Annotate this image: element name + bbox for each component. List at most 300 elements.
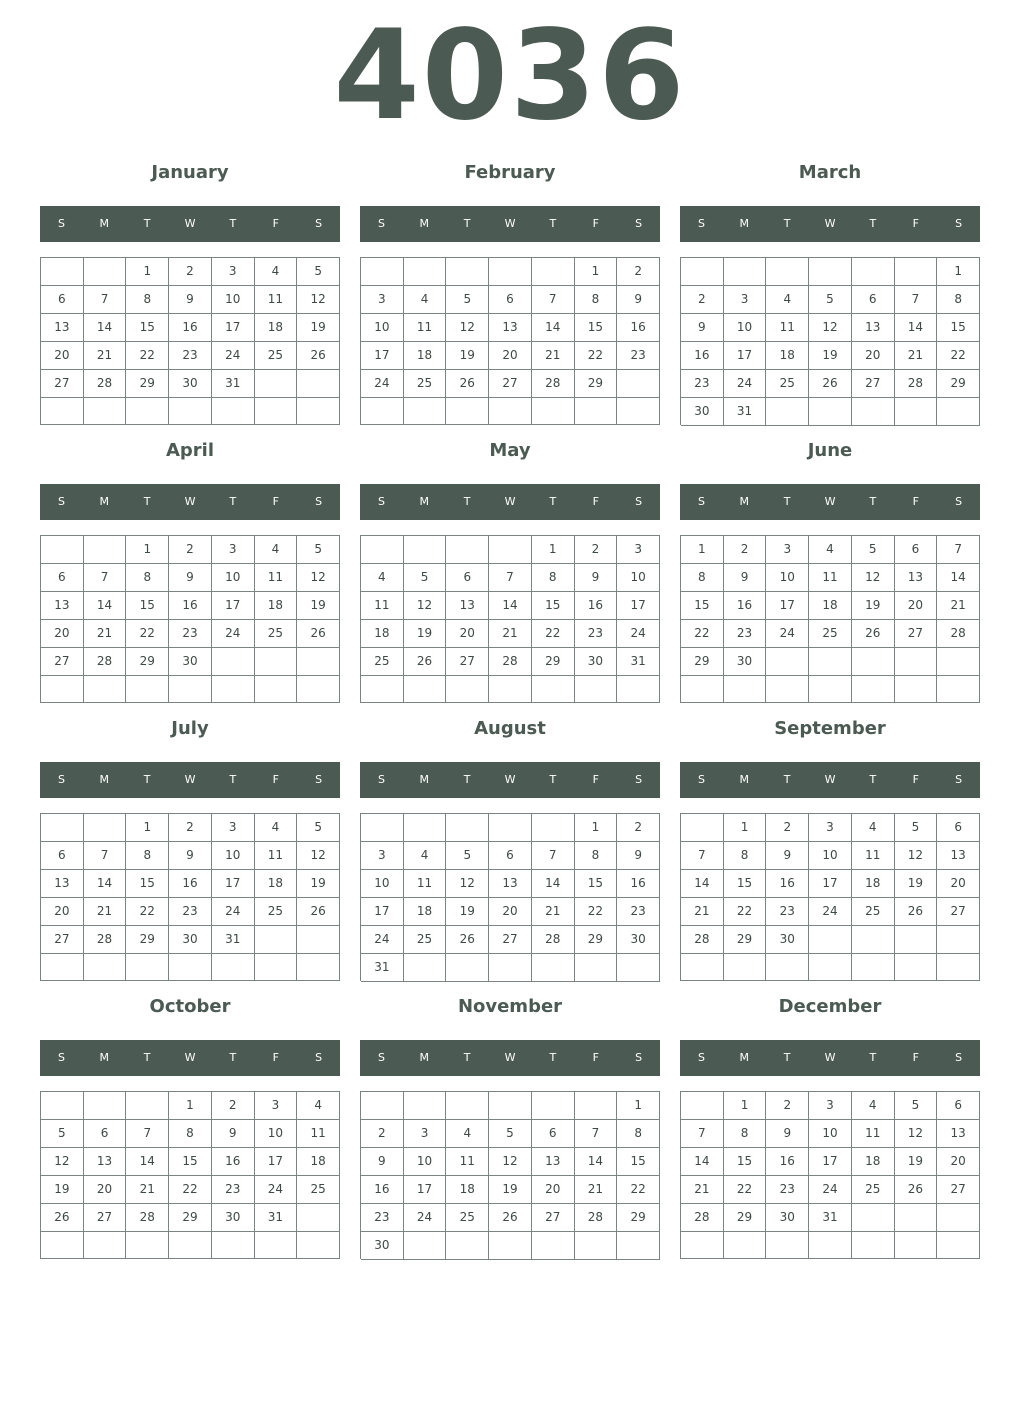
day-cell: 19: [297, 870, 340, 898]
day-cell: 1: [575, 814, 618, 842]
day-cell: 9: [169, 564, 212, 592]
empty-cell: [255, 398, 298, 425]
empty-cell: [255, 1232, 298, 1259]
month-october: [40, 994, 340, 1264]
weekday-label: T: [869, 495, 877, 508]
weekday-label: M: [739, 217, 750, 230]
year-title: 4036: [333, 4, 687, 148]
day-cell: 18: [809, 592, 852, 620]
empty-cell: [852, 676, 895, 703]
month-february: [360, 160, 660, 430]
weekday-label: S: [315, 773, 323, 786]
weekday-label: T: [229, 495, 237, 508]
day-cell: 23: [169, 620, 212, 648]
weekday-header: [680, 206, 980, 242]
day-cell: 19: [446, 342, 489, 370]
day-cell: 23: [681, 370, 724, 398]
day-cell: 19: [852, 592, 895, 620]
day-cell: 24: [617, 620, 660, 648]
day-cell: 12: [404, 592, 447, 620]
empty-cell: [212, 648, 255, 676]
day-cell: 6: [852, 286, 895, 314]
day-cell: 23: [766, 898, 809, 926]
weekday-header: [40, 206, 340, 242]
day-cell: 16: [766, 1148, 809, 1176]
empty-cell: [532, 814, 575, 842]
day-cell: 25: [255, 898, 298, 926]
day-cell: 9: [617, 286, 660, 314]
day-cell: 30: [766, 1204, 809, 1232]
empty-cell: [361, 1092, 404, 1120]
day-cell: 6: [41, 842, 84, 870]
day-cell: 30: [681, 398, 724, 426]
empty-cell: [84, 676, 127, 703]
day-cell: 2: [766, 814, 809, 842]
day-cell: 3: [617, 536, 660, 564]
day-cell: 26: [895, 1176, 938, 1204]
day-cell: 30: [361, 1232, 404, 1260]
day-cell: 8: [575, 286, 618, 314]
day-cell: 21: [681, 898, 724, 926]
day-cell: 10: [766, 564, 809, 592]
day-cell: 13: [489, 870, 532, 898]
day-cell: 1: [126, 258, 169, 286]
empty-cell: [489, 536, 532, 564]
day-cell: 25: [404, 370, 447, 398]
day-cell: 31: [361, 954, 404, 982]
day-cell: 9: [212, 1120, 255, 1148]
day-cell: 28: [84, 370, 127, 398]
day-cell: 10: [361, 314, 404, 342]
day-cell: 17: [404, 1176, 447, 1204]
empty-cell: [724, 1232, 767, 1259]
empty-cell: [255, 370, 298, 398]
day-cell: 21: [575, 1176, 618, 1204]
empty-cell: [724, 676, 767, 703]
day-cell: 6: [532, 1120, 575, 1148]
day-cell: 26: [446, 370, 489, 398]
day-cell: 4: [404, 286, 447, 314]
day-grid: [40, 813, 340, 981]
day-cell: 8: [532, 564, 575, 592]
day-cell: 23: [617, 898, 660, 926]
day-cell: 29: [724, 1204, 767, 1232]
day-cell: 28: [575, 1204, 618, 1232]
day-cell: 24: [255, 1176, 298, 1204]
day-cell: 3: [212, 814, 255, 842]
empty-cell: [575, 1092, 618, 1120]
day-grid: [680, 813, 980, 981]
day-cell: 14: [937, 564, 980, 592]
day-cell: 26: [41, 1204, 84, 1232]
empty-cell: [489, 676, 532, 703]
day-cell: 4: [361, 564, 404, 592]
day-cell: 11: [446, 1148, 489, 1176]
day-cell: 27: [489, 370, 532, 398]
day-cell: 5: [446, 286, 489, 314]
empty-cell: [297, 676, 340, 703]
day-cell: 25: [255, 620, 298, 648]
day-grid: [360, 813, 660, 981]
day-cell: 1: [126, 536, 169, 564]
day-cell: 2: [724, 536, 767, 564]
day-cell: 9: [575, 564, 618, 592]
empty-cell: [41, 536, 84, 564]
day-cell: 21: [489, 620, 532, 648]
empty-cell: [446, 814, 489, 842]
day-cell: 18: [361, 620, 404, 648]
weekday-label: M: [739, 495, 750, 508]
day-cell: 16: [169, 870, 212, 898]
empty-cell: [212, 1232, 255, 1259]
day-cell: 7: [489, 564, 532, 592]
day-cell: 28: [532, 926, 575, 954]
day-cell: 14: [895, 314, 938, 342]
day-cell: 17: [212, 592, 255, 620]
day-cell: 31: [809, 1204, 852, 1232]
empty-cell: [84, 954, 127, 981]
weekday-label: F: [912, 773, 919, 786]
day-cell: 5: [297, 536, 340, 564]
empty-cell: [489, 1092, 532, 1120]
weekday-label: T: [549, 217, 557, 230]
empty-cell: [361, 536, 404, 564]
day-cell: 13: [41, 314, 84, 342]
day-grid: [360, 257, 660, 425]
empty-cell: [766, 258, 809, 286]
day-grid: [680, 1091, 980, 1259]
day-cell: 14: [575, 1148, 618, 1176]
day-cell: 11: [809, 564, 852, 592]
day-cell: 4: [255, 258, 298, 286]
empty-cell: [724, 258, 767, 286]
empty-cell: [169, 1232, 212, 1259]
day-cell: 30: [169, 648, 212, 676]
day-cell: 8: [575, 842, 618, 870]
day-cell: 16: [681, 342, 724, 370]
empty-cell: [532, 258, 575, 286]
day-cell: 13: [41, 870, 84, 898]
empty-cell: [766, 1232, 809, 1259]
day-cell: 20: [84, 1176, 127, 1204]
day-cell: 6: [489, 286, 532, 314]
day-cell: 17: [361, 342, 404, 370]
empty-cell: [895, 398, 938, 426]
empty-cell: [126, 954, 169, 981]
day-cell: 22: [126, 620, 169, 648]
weekday-label: T: [143, 495, 151, 508]
day-cell: 5: [895, 814, 938, 842]
day-cell: 18: [404, 898, 447, 926]
month-title: October: [149, 996, 231, 1017]
day-cell: 18: [297, 1148, 340, 1176]
day-cell: 8: [724, 1120, 767, 1148]
empty-cell: [404, 536, 447, 564]
month-april: [40, 438, 340, 708]
empty-cell: [169, 676, 212, 703]
day-cell: 8: [617, 1120, 660, 1148]
day-cell: 19: [41, 1176, 84, 1204]
empty-cell: [937, 926, 980, 954]
day-cell: 30: [169, 926, 212, 954]
day-cell: 6: [937, 814, 980, 842]
day-cell: 16: [212, 1148, 255, 1176]
day-cell: 28: [937, 620, 980, 648]
day-cell: 8: [126, 286, 169, 314]
weekday-label: F: [272, 217, 279, 230]
empty-cell: [766, 954, 809, 981]
day-cell: 21: [532, 898, 575, 926]
day-cell: 7: [126, 1120, 169, 1148]
month-december: [680, 994, 980, 1264]
empty-cell: [489, 814, 532, 842]
weekday-label: S: [635, 1051, 643, 1064]
day-cell: 1: [575, 258, 618, 286]
empty-cell: [489, 398, 532, 425]
day-cell: 14: [532, 870, 575, 898]
day-cell: 23: [575, 620, 618, 648]
day-cell: 27: [41, 648, 84, 676]
day-cell: 30: [617, 926, 660, 954]
empty-cell: [41, 954, 84, 981]
day-cell: 5: [297, 814, 340, 842]
day-cell: 16: [169, 314, 212, 342]
day-cell: 18: [446, 1176, 489, 1204]
day-cell: 22: [575, 898, 618, 926]
day-cell: 22: [724, 1176, 767, 1204]
empty-cell: [297, 1232, 340, 1259]
day-cell: 28: [681, 926, 724, 954]
day-cell: 5: [297, 258, 340, 286]
day-cell: 16: [766, 870, 809, 898]
weekday-label: S: [697, 495, 705, 508]
day-cell: 26: [895, 898, 938, 926]
day-cell: 5: [809, 286, 852, 314]
weekday-label: T: [869, 217, 877, 230]
day-cell: 8: [937, 286, 980, 314]
day-cell: 29: [575, 370, 618, 398]
day-cell: 19: [489, 1176, 532, 1204]
day-cell: 10: [255, 1120, 298, 1148]
day-cell: 26: [489, 1204, 532, 1232]
day-cell: 2: [169, 814, 212, 842]
empty-cell: [681, 676, 724, 703]
weekday-label: S: [315, 495, 323, 508]
day-cell: 23: [212, 1176, 255, 1204]
empty-cell: [895, 676, 938, 703]
day-cell: 11: [361, 592, 404, 620]
day-cell: 25: [255, 342, 298, 370]
day-cell: 30: [575, 648, 618, 676]
weekday-label: T: [229, 1051, 237, 1064]
day-cell: 11: [404, 870, 447, 898]
day-cell: 4: [852, 814, 895, 842]
day-cell: 19: [895, 870, 938, 898]
day-cell: 15: [126, 592, 169, 620]
day-cell: 12: [895, 1120, 938, 1148]
weekday-header: [40, 484, 340, 520]
weekday-header: [360, 762, 660, 798]
day-cell: 20: [489, 898, 532, 926]
weekday-label: T: [143, 1051, 151, 1064]
weekday-label: F: [912, 1051, 919, 1064]
day-cell: 7: [84, 564, 127, 592]
day-cell: 25: [404, 926, 447, 954]
day-cell: 17: [212, 870, 255, 898]
day-cell: 28: [681, 1204, 724, 1232]
day-cell: 27: [446, 648, 489, 676]
empty-cell: [212, 954, 255, 981]
day-cell: 4: [809, 536, 852, 564]
empty-cell: [255, 648, 298, 676]
day-cell: 16: [169, 592, 212, 620]
day-grid: [40, 535, 340, 703]
day-cell: 5: [41, 1120, 84, 1148]
day-cell: 25: [766, 370, 809, 398]
day-cell: 2: [617, 814, 660, 842]
day-grid: [680, 257, 980, 425]
day-cell: 15: [532, 592, 575, 620]
day-cell: 17: [809, 870, 852, 898]
month-title: January: [151, 162, 229, 183]
empty-cell: [41, 1092, 84, 1120]
day-cell: 18: [404, 342, 447, 370]
day-cell: 29: [126, 370, 169, 398]
weekday-label: W: [184, 495, 196, 508]
empty-cell: [766, 676, 809, 703]
empty-cell: [446, 1092, 489, 1120]
day-cell: 15: [617, 1148, 660, 1176]
day-cell: 27: [84, 1204, 127, 1232]
day-cell: 20: [446, 620, 489, 648]
day-cell: 21: [937, 592, 980, 620]
day-cell: 14: [84, 870, 127, 898]
day-cell: 10: [404, 1148, 447, 1176]
day-cell: 18: [766, 342, 809, 370]
day-cell: 10: [361, 870, 404, 898]
day-cell: 15: [575, 314, 618, 342]
day-cell: 29: [681, 648, 724, 676]
day-cell: 22: [169, 1176, 212, 1204]
empty-cell: [404, 814, 447, 842]
weekday-label: T: [783, 773, 791, 786]
weekday-label: W: [824, 217, 836, 230]
weekday-label: S: [377, 217, 385, 230]
day-cell: 15: [724, 1148, 767, 1176]
day-cell: 29: [126, 926, 169, 954]
day-cell: 16: [575, 592, 618, 620]
weekday-label: T: [229, 217, 237, 230]
day-cell: 26: [297, 620, 340, 648]
empty-cell: [361, 258, 404, 286]
day-cell: 30: [169, 370, 212, 398]
empty-cell: [617, 954, 660, 982]
day-cell: 10: [724, 314, 767, 342]
empty-cell: [41, 814, 84, 842]
day-cell: 11: [255, 842, 298, 870]
day-cell: 30: [212, 1204, 255, 1232]
day-cell: 29: [724, 926, 767, 954]
day-cell: 9: [169, 842, 212, 870]
day-cell: 10: [212, 286, 255, 314]
empty-cell: [937, 676, 980, 703]
weekday-label: W: [184, 773, 196, 786]
day-cell: 24: [404, 1204, 447, 1232]
empty-cell: [446, 398, 489, 425]
day-cell: 1: [169, 1092, 212, 1120]
weekday-label: T: [143, 773, 151, 786]
day-cell: 24: [212, 898, 255, 926]
day-cell: 4: [404, 842, 447, 870]
empty-cell: [297, 648, 340, 676]
day-cell: 18: [852, 870, 895, 898]
weekday-label: S: [377, 495, 385, 508]
empty-cell: [361, 398, 404, 425]
day-cell: 28: [84, 648, 127, 676]
weekday-label: S: [697, 1051, 705, 1064]
day-cell: 11: [255, 564, 298, 592]
day-cell: 9: [617, 842, 660, 870]
weekday-label: M: [739, 1051, 750, 1064]
empty-cell: [41, 258, 84, 286]
day-cell: 17: [212, 314, 255, 342]
empty-cell: [41, 676, 84, 703]
day-cell: 5: [852, 536, 895, 564]
empty-cell: [681, 954, 724, 981]
empty-cell: [766, 648, 809, 676]
day-cell: 2: [361, 1120, 404, 1148]
day-cell: 17: [617, 592, 660, 620]
empty-cell: [681, 814, 724, 842]
weekday-label: T: [549, 495, 557, 508]
empty-cell: [41, 1232, 84, 1259]
month-title: June: [807, 440, 853, 461]
weekday-label: F: [592, 1051, 599, 1064]
weekday-label: T: [869, 1051, 877, 1064]
empty-cell: [84, 1232, 127, 1259]
day-cell: 25: [852, 1176, 895, 1204]
day-cell: 7: [937, 536, 980, 564]
empty-cell: [681, 1232, 724, 1259]
weekday-label: S: [697, 217, 705, 230]
empty-cell: [809, 954, 852, 981]
empty-cell: [255, 676, 298, 703]
empty-cell: [681, 1092, 724, 1120]
weekday-label: W: [824, 1051, 836, 1064]
day-cell: 15: [724, 870, 767, 898]
day-cell: 1: [126, 814, 169, 842]
empty-cell: [895, 1204, 938, 1232]
day-cell: 21: [84, 620, 127, 648]
day-cell: 20: [895, 592, 938, 620]
day-cell: 7: [532, 842, 575, 870]
day-cell: 9: [766, 1120, 809, 1148]
empty-cell: [126, 398, 169, 425]
empty-cell: [404, 954, 447, 982]
day-cell: 23: [361, 1204, 404, 1232]
day-cell: 6: [937, 1092, 980, 1120]
day-cell: 6: [84, 1120, 127, 1148]
empty-cell: [809, 258, 852, 286]
month-title: April: [165, 440, 215, 461]
day-cell: 2: [681, 286, 724, 314]
empty-cell: [532, 954, 575, 982]
day-cell: 27: [532, 1204, 575, 1232]
day-cell: 12: [297, 842, 340, 870]
weekday-label: M: [99, 217, 110, 230]
day-cell: 4: [446, 1120, 489, 1148]
empty-cell: [84, 258, 127, 286]
